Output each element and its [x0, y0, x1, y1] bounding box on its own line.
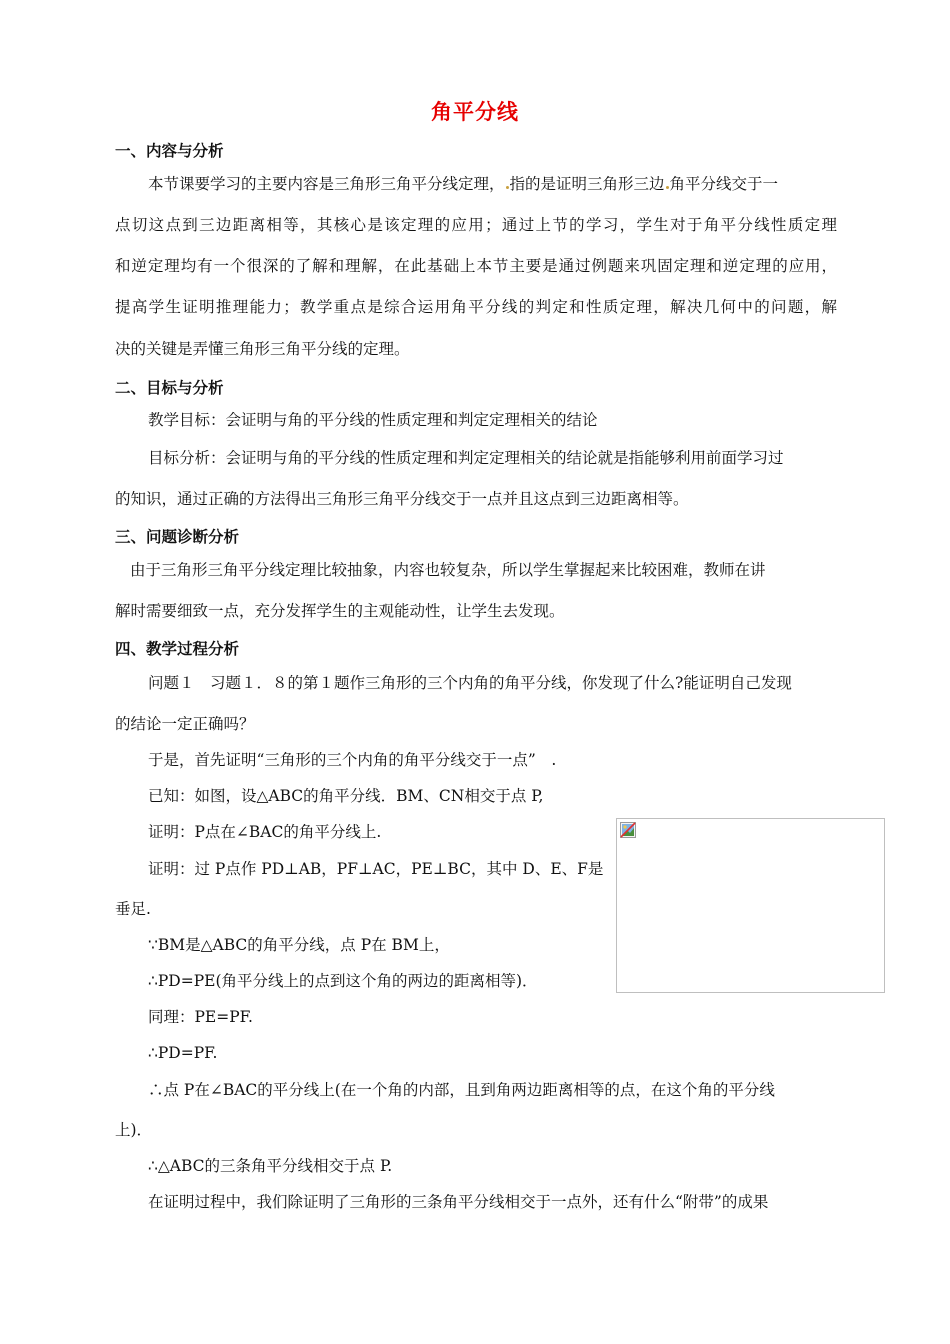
paragraph-line: 于是，首先证明“三角形的三个内角的角平分线交于一点” .	[148, 751, 557, 769]
paragraph-line: 上)．	[115, 1121, 153, 1139]
paragraph-line: 同理：PE=PF.	[148, 1008, 253, 1026]
paragraph-line: 解时需要细致一点，充分发挥学生的主观能动性，让学生去发现。	[115, 602, 565, 620]
text-span: 本节课要学习的主要内容是三角形三角平分线定理，	[148, 175, 505, 193]
paragraph-line: 问题１ 习题１．８的第１题作三角形的三个内角的角平分线，你发现了什么?能证明自己发现	[148, 674, 792, 692]
paragraph-line: ∴点 P在∠BAC的平分线上(在一个角的内部，且到角两边距离相等的点，在这个角的平分线	[148, 1081, 775, 1099]
paragraph-line: ∴PD=PE(角平分线上的点到这个角的两边的距离相等)．	[148, 972, 538, 990]
page-title: 角平分线	[431, 100, 519, 124]
paragraph-line: ∴PD=PF.	[148, 1044, 218, 1062]
comment-marker-icon	[506, 186, 509, 189]
paragraph-line: 证明：过 P点作 PD⊥AB，PF⊥AC，PE⊥BC，其中 D、E、F是	[148, 860, 604, 878]
paragraph-line: 目标分析：会证明与角的平分线的性质定理和判定定理相关的结论就是指能够利用前面学习过	[148, 449, 784, 467]
comment-marker-icon	[666, 186, 669, 189]
paragraph-line: 由于三角形三角平分线定理比较抽象，内容也较复杂，所以学生掌握起来比较困难，教师在讲	[130, 561, 766, 579]
paragraph-line: 提高学生证明推理能力；教学重点是综合运用角平分线的判定和性质定理，解决几何中的问题，解	[115, 298, 837, 316]
paragraph-line: 的结论一定正确吗？	[115, 715, 255, 733]
text-span: 指的是证明三角形三边	[509, 175, 665, 193]
broken-image-icon	[620, 822, 636, 838]
section-heading-process: 四、教学过程分析	[115, 640, 240, 658]
paragraph-line: 和逆定理均有一个很深的了解和理解，在此基础上本节主要是通过例题来巩固定理和逆定理的应用，	[115, 257, 837, 275]
section-heading-diagnosis: 三、问题诊断分析	[115, 528, 240, 546]
paragraph-line: ∵BM是△ABC的角平分线，点 P在 BM上，	[148, 936, 450, 954]
paragraph-line: 垂足.	[115, 900, 151, 918]
section-heading-goals: 二、目标与分析	[115, 379, 224, 397]
paragraph-line: 已知：如图，设△ABC的角平分线．BM、CN相交于点 P,	[148, 787, 544, 805]
figure-placeholder	[616, 818, 885, 993]
paragraph-line: ∴△ABC的三条角平分线相交于点 P.	[148, 1157, 393, 1175]
paragraph-line: 的知识，通过正确的方法得出三角形三角平分线交于一点并且这点到三边距离相等。	[115, 490, 689, 508]
text-span: 角平分线交于一	[669, 175, 779, 193]
paragraph-line	[148, 174, 778, 194]
paragraph-line: 决的关键是弄懂三角形三角平分线的定理。	[115, 340, 410, 358]
paragraph-line: 教学目标：会证明与角的平分线的性质定理和判定定理相关的结论	[148, 411, 598, 429]
paragraph-line: 点切这点到三边距离相等，其核心是该定理的应用；通过上节的学习，学生对于角平分线性质定理	[115, 216, 837, 234]
section-heading-content: 一、内容与分析	[115, 142, 224, 160]
paragraph-line: 证明：P点在∠BAC的角平分线上.	[148, 823, 382, 841]
paragraph-line: 在证明过程中，我们除证明了三角形的三条角平分线相交于一点外，还有什么“附带”的成果	[148, 1193, 769, 1211]
